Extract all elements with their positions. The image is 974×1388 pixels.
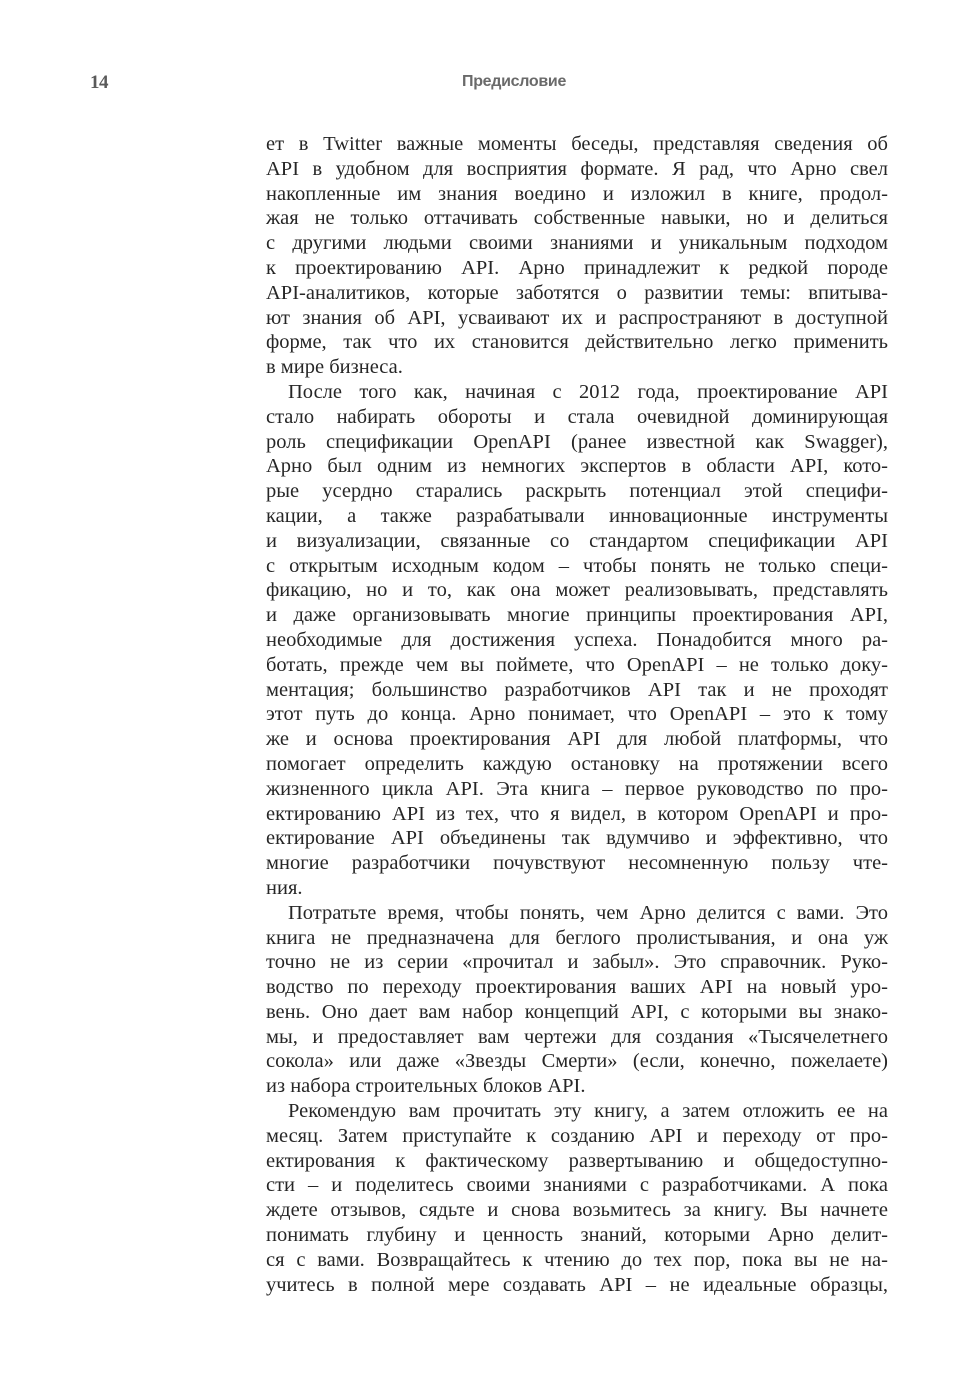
- running-head: [0, 72, 974, 96]
- text-line: водство по переходу проектирования ваших API на новый уро-: [266, 976, 888, 999]
- text-line: ектирования к фактическому развертыванию и общедоступно-: [266, 1149, 888, 1172]
- text-line: фикацию, но и то, как она может реализовывать, представлять: [266, 579, 888, 602]
- text-line: API в удобном для восприятия формате. Я рад, что Арно свел: [266, 157, 888, 180]
- text-line: роль спецификации OpenAPI (ранее известной как Swagger),: [266, 430, 888, 453]
- text-line: стало набирать обороты и стала очевидной доминирующая: [266, 405, 888, 428]
- text-line: жизненного цикла API. Эта книга – первое руководство по про-: [266, 777, 888, 800]
- text-line: жая не только оттачивать собственные навыки, но и делиться: [266, 207, 888, 230]
- text-line: ектирование API объединены так вдумчиво и эффективно, что: [266, 827, 888, 850]
- text-line: к проектированию API. Арно принадлежит к редкой породе: [266, 256, 888, 279]
- text-line: и визуализации, связанные со стандартом спецификации API: [266, 529, 888, 552]
- text-line: ет в Twitter важные моменты беседы, представляя сведения об: [266, 133, 888, 155]
- text-line: ют знания об API, усваивают их и распространяют в доступной: [266, 306, 888, 329]
- body-text: [266, 132, 888, 1297]
- text-line: API-аналитиков, которые заботятся о развитии темы: впитыва-: [266, 281, 888, 304]
- text-line: многие разработчики почувствуют несомненную пользу чте-: [266, 852, 888, 875]
- text-line: сти – и поделитесь своими знаниями с разработчиками. А пока: [266, 1174, 888, 1197]
- text-line: ментация; большинство разработчиков API так и не проходят: [266, 678, 888, 701]
- text-line: ния.: [266, 876, 303, 899]
- text-line: форме, так что их становится действительно легко применить: [266, 331, 888, 354]
- text-line: понимать глубину и ценность знаний, которыми Арно делит-: [266, 1224, 888, 1247]
- paragraph: [266, 901, 888, 1099]
- text-line: этот путь до конца. Арно понимает, что OpenAPI – это к тому: [266, 703, 888, 726]
- text-line: книга не предназначена для беглого пролистывания, и она уж: [266, 926, 888, 949]
- text-line: из набора строительных блоков API.: [266, 1075, 586, 1098]
- text-line: ся с вами. Возвращайтесь к чтению до тех пор, пока вы не на-: [266, 1248, 888, 1271]
- text-line: рые усердно старались раскрыть потенциал этой специфи-: [266, 480, 888, 503]
- text-line: с другими людьми своими знаниями и уникальным подходом: [266, 232, 888, 255]
- text-line: Потратьте время, чтобы понять, чем Арно делится с вами. Это: [288, 901, 888, 924]
- text-line: же и основа проектирования API для любой платформы, что: [266, 728, 888, 751]
- text-line: с открытым исходным кодом – чтобы понять не только специ-: [266, 554, 888, 577]
- text-line: и даже организовывать многие принципы проектирования API,: [266, 604, 888, 627]
- paragraph: [266, 132, 888, 380]
- text-line: учитесь в полной мере создавать API – не идеальные образцы,: [266, 1273, 888, 1296]
- text-line: помогает определить каждую остановку на протяжении всего: [266, 752, 888, 775]
- text-line: Арно был одним из немногих экспертов в области API, кото-: [266, 455, 888, 478]
- paragraph: [266, 380, 888, 901]
- text-line: накопленные им знания воедино и изложил в книге, продол-: [266, 182, 888, 205]
- page-number: 14: [90, 72, 108, 93]
- text-line: После того как, начиная с 2012 года, проектирование API: [288, 380, 888, 403]
- text-line: ждете отзывов, сядьте и снова возьмитесь за книгу. Вы начнете: [266, 1199, 888, 1222]
- text-line: мы, и предоставляет вам чертежи для создания «Тысячелетнего: [266, 1025, 888, 1048]
- text-line: в мире бизнеса.: [266, 356, 403, 379]
- chapter-title: Предисловие: [462, 73, 567, 90]
- text-line: кации, а также разрабатывали инновационные инструменты: [266, 504, 888, 527]
- text-line: сокола» или даже «Звезды Смерти» (если, конечно, пожелаете): [266, 1050, 888, 1073]
- text-line: ектированию API из тех, что я видел, в котором OpenAPI и про-: [266, 802, 888, 825]
- paragraph: [266, 1099, 888, 1297]
- text-line: вень. Оно дает вам набор концепций API, с которыми вы знако-: [266, 1000, 888, 1023]
- text-line: месяц. Затем приступайте к созданию API и переходу от про-: [266, 1124, 888, 1147]
- text-line: точно не из серии «прочитал и забыл». Это справочник. Руко-: [266, 951, 888, 974]
- text-line: необходимые для достижения успеха. Понадобится много ра-: [266, 628, 888, 651]
- text-line: Рекомендую вам прочитать эту книгу, а затем отложить ее на: [288, 1100, 888, 1123]
- text-line: ботать, прежде чем вы поймете, что OpenAPI – не только доку-: [266, 653, 888, 676]
